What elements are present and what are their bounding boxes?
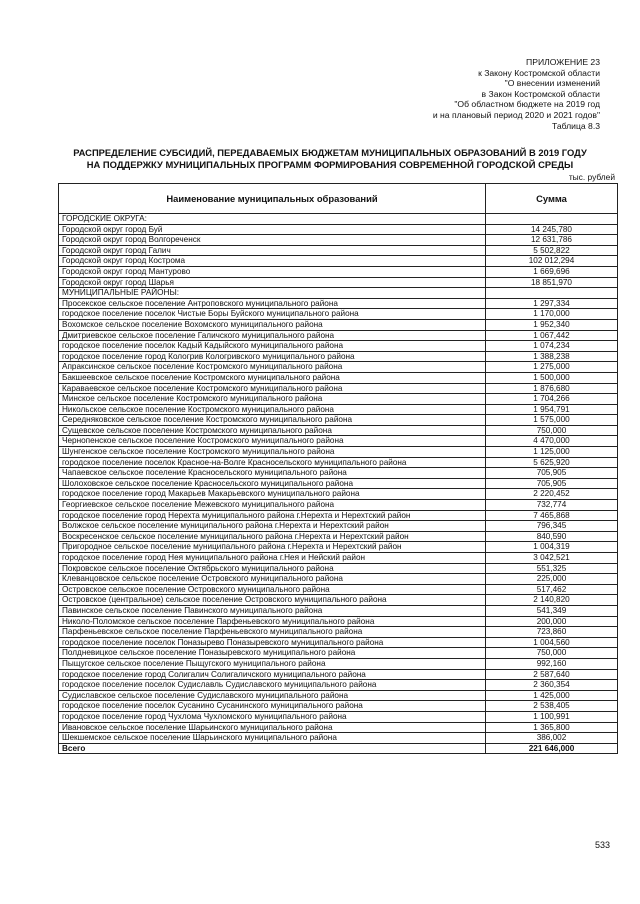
- subsidy-amount: 840,590: [486, 531, 618, 542]
- municipality-name: городское поселение город Чухлома Чухломского муниципального района: [59, 711, 486, 722]
- section-sum-cell: [486, 214, 618, 225]
- municipality-name: городское поселение поселок Сусанино Сусанинского муниципального района: [59, 701, 486, 712]
- table-row: [59, 351, 618, 362]
- municipality-name: Бакшеевское сельское поселение Костромского муниципального района: [59, 372, 486, 383]
- subsidy-amount: 796,345: [486, 521, 618, 532]
- column-header-name: Наименование муниципальных образований: [59, 184, 486, 214]
- table-row: [59, 690, 618, 701]
- table-row: [59, 711, 618, 722]
- table-row: [59, 500, 618, 511]
- municipality-name: Минское сельское поселение Костромского муниципального района: [59, 394, 486, 405]
- table-row: [59, 372, 618, 383]
- municipality-name: Шекшемское сельское поселение Шарьинского муниципального района: [59, 733, 486, 744]
- municipality-name: Шолоховское сельское поселение Красносельского муниципального района: [59, 478, 486, 489]
- table-row: [59, 584, 618, 595]
- table-row: [59, 701, 618, 712]
- table-row: [59, 298, 618, 309]
- table-header-row: [59, 184, 618, 214]
- table-row: [59, 224, 618, 235]
- section-label: ГОРОДСКИЕ ОКРУГА:: [59, 214, 486, 225]
- municipality-name: Покровское сельское поселение Октябрьского муниципального района: [59, 563, 486, 574]
- table-row: [59, 404, 618, 415]
- header-line: ПРИЛОЖЕНИЕ 23: [526, 57, 600, 67]
- subsidy-amount: 551,325: [486, 563, 618, 574]
- subsidy-table: [58, 183, 618, 754]
- subsidy-amount: 1 100,991: [486, 711, 618, 722]
- subsidy-amount: 2 220,452: [486, 489, 618, 500]
- table-row: [59, 648, 618, 659]
- table-row: [59, 563, 618, 574]
- table-row: [59, 627, 618, 638]
- table-row: [59, 733, 618, 744]
- municipality-name: городское поселение город Макарьев Макарьевского муниципального района: [59, 489, 486, 500]
- section-label: МУНИЦИПАЛЬНЫЕ РАЙОНЫ:: [59, 288, 486, 299]
- municipality-name: Караваевское сельское поселение Костромского муниципального района: [59, 383, 486, 394]
- municipality-name: Вохомское сельское поселение Вохомского муниципального района: [59, 319, 486, 330]
- document-title: [40, 147, 620, 170]
- municipality-name: Никольское сельское поселение Костромского муниципального района: [59, 404, 486, 415]
- page-number: 533: [594, 840, 610, 850]
- table-row: [59, 531, 618, 542]
- units-label: тыс. рублей: [568, 172, 615, 182]
- section-row: [59, 214, 618, 225]
- subsidy-amount: 1 297,334: [486, 298, 618, 309]
- municipality-name: городское поселение город Солигалич Солигаличского муниципального района: [59, 669, 486, 680]
- subsidy-amount: 541,349: [486, 605, 618, 616]
- subsidy-amount: 1 876,680: [486, 383, 618, 394]
- column-header-sum: Сумма: [486, 184, 618, 214]
- municipality-name: Островское (центральное) сельское поселение Островского муниципального района: [59, 595, 486, 606]
- table-row: [59, 574, 618, 585]
- table-row: [59, 309, 618, 320]
- total-value: 221 646,000: [486, 743, 618, 754]
- municipality-name: городское поселение город Кологрив Кологривского муниципального района: [59, 351, 486, 362]
- subsidy-amount: 5 502,822: [486, 245, 618, 256]
- table-row: [59, 669, 618, 680]
- municipality-name: Городской округ город Галич: [59, 245, 486, 256]
- municipality-name: Волжское сельское поселение муниципального района г.Нерехта и Нерехтский район: [59, 521, 486, 532]
- subsidy-amount: 1 125,000: [486, 447, 618, 458]
- subsidy-amount: 200,000: [486, 616, 618, 627]
- header-line: "Об областном бюджете на 2019 год: [454, 99, 600, 110]
- subsidy-amount: 1 004,319: [486, 542, 618, 553]
- municipality-name: городское поселение поселок Кадый Кадыйского муниципального района: [59, 341, 486, 352]
- subsidy-amount: 1 952,340: [486, 319, 618, 330]
- municipality-name: Островское сельское поселение Островского муниципального района: [59, 584, 486, 595]
- subsidy-amount: 750,000: [486, 648, 618, 659]
- subsidy-amount: 12 631,786: [486, 235, 618, 246]
- table-row: [59, 256, 618, 267]
- subsidy-amount: 2 587,640: [486, 669, 618, 680]
- municipality-name: Городской округ город Буй: [59, 224, 486, 235]
- municipality-name: городское поселение город Нерехта муниципального района г.Нерехта и Нерехтский район: [59, 510, 486, 521]
- municipality-name: городское поселение поселок Поназырево Поназыревского муниципального района: [59, 637, 486, 648]
- table-row: [59, 277, 618, 288]
- table-row: [59, 415, 618, 426]
- subsidy-amount: 723,860: [486, 627, 618, 638]
- subsidy-amount: 1 388,238: [486, 351, 618, 362]
- subsidy-amount: 2 140,820: [486, 595, 618, 606]
- subsidy-amount: 732,774: [486, 500, 618, 511]
- subsidy-amount: 1 669,696: [486, 266, 618, 277]
- subsidy-amount: 386,002: [486, 733, 618, 744]
- table-row: [59, 447, 618, 458]
- subsidy-amount: 750,000: [486, 425, 618, 436]
- municipality-name: Воскресенское сельское поселение муниципального района г.Нерехта и Нерехтский район: [59, 531, 486, 542]
- table-row: [59, 478, 618, 489]
- table-body: [59, 214, 618, 754]
- title-line-2: НА ПОДДЕРЖКУ МУНИЦИПАЛЬНЫХ ПРОГРАММ ФОРМИРОВАНИЯ СОВРЕМЕННОЙ ГОРОДСКОЙ СРЕДЫ: [86, 158, 574, 170]
- table-row: [59, 266, 618, 277]
- table-row: [59, 383, 618, 394]
- subsidy-amount: 1 704,266: [486, 394, 618, 405]
- table-row: [59, 510, 618, 521]
- subsidy-amount: 1 170,000: [486, 309, 618, 320]
- subsidy-amount: 5 625,920: [486, 457, 618, 468]
- table-row: [59, 341, 618, 352]
- municipality-name: Павинское сельское поселение Павинского муниципального района: [59, 605, 486, 616]
- subsidy-amount: 517,462: [486, 584, 618, 595]
- subsidy-amount: 705,905: [486, 478, 618, 489]
- table-row: [59, 553, 618, 564]
- subsidy-amount: 18 851,970: [486, 277, 618, 288]
- municipality-name: городское поселение город Нея муниципального района г.Нея и Нейский район: [59, 553, 486, 564]
- subsidy-amount: 102 012,294: [486, 256, 618, 267]
- header-line: Таблица 8.3: [551, 120, 600, 131]
- municipality-name: Городской округ город Кострома: [59, 256, 486, 267]
- subsidy-amount: 1 074,234: [486, 341, 618, 352]
- header-line: в Закон Костромской области: [481, 88, 600, 99]
- subsidy-amount: 2 360,354: [486, 680, 618, 691]
- municipality-name: Сущевское сельское поселение Костромского муниципального района: [59, 425, 486, 436]
- section-row: [59, 288, 618, 299]
- table-row: [59, 680, 618, 691]
- subsidy-amount: 1 004,560: [486, 637, 618, 648]
- table-row: [59, 245, 618, 256]
- table-row: [59, 542, 618, 553]
- subsidy-amount: 4 470,000: [486, 436, 618, 447]
- table-row: [59, 235, 618, 246]
- table-row: [59, 595, 618, 606]
- table-row: [59, 457, 618, 468]
- table-row: [59, 394, 618, 405]
- table-row: [59, 436, 618, 447]
- municipality-name: Чернопенское сельское поселение Костромского муниципального района: [59, 436, 486, 447]
- table-row: [59, 362, 618, 373]
- subsidy-amount: 992,160: [486, 658, 618, 669]
- municipality-name: Пыщугское сельское поселение Пыщугского муниципального района: [59, 658, 486, 669]
- municipality-name: Николо-Поломское сельское поселение Парфеньевского муниципального района: [59, 616, 486, 627]
- subsidy-amount: 1 954,791: [486, 404, 618, 415]
- table-row: [59, 319, 618, 330]
- section-sum-cell: [486, 288, 618, 299]
- municipality-name: Городской округ город Шарья: [59, 277, 486, 288]
- table-row: [59, 489, 618, 500]
- subsidy-amount: 225,000: [486, 574, 618, 585]
- subsidy-amount: 1 575,000: [486, 415, 618, 426]
- municipality-name: Дмитриевское сельское поселение Галичского муниципального района: [59, 330, 486, 341]
- municipality-name: Георгиевское сельское поселение Межевского муниципального района: [59, 500, 486, 511]
- table-row: [59, 521, 618, 532]
- subsidy-amount: 1 425,000: [486, 690, 618, 701]
- subsidy-amount: 1 067,442: [486, 330, 618, 341]
- subsidy-amount: 3 042,521: [486, 553, 618, 564]
- municipality-name: городское поселение поселок Судиславль Судиславского муниципального района: [59, 680, 486, 691]
- subsidy-amount: 1 275,000: [486, 362, 618, 373]
- table-row: [59, 722, 618, 733]
- subsidy-amount: 2 538,405: [486, 701, 618, 712]
- table-row: [59, 616, 618, 627]
- municipality-name: Полдневицкое сельское поселение Поназыревского муниципального района: [59, 648, 486, 659]
- municipality-name: Ивановское сельское поселение Шарьинского муниципального района: [59, 722, 486, 733]
- table-row: [59, 330, 618, 341]
- municipality-name: Городской округ город Мантурово: [59, 266, 486, 277]
- subsidy-amount: 7 465,868: [486, 510, 618, 521]
- total-label: Всего: [59, 743, 486, 754]
- municipality-name: Клеванцовское сельское поселение Островского муниципального района: [59, 574, 486, 585]
- title-line-1: РАСПРЕДЕЛЕНИЕ СУБСИДИЙ, ПЕРЕДАВАЕМЫХ БЮДЖЕТАМ МУНИЦИПАЛЬНЫХ ОБРАЗОВАНИЙ В 2019 ГОДУ: [73, 147, 587, 158]
- table-row: [59, 605, 618, 616]
- table-row: [59, 658, 618, 669]
- table-row: [59, 425, 618, 436]
- table-row: [59, 468, 618, 479]
- municipality-name: городское поселение поселок Красное-на-Волге Красносельского муниципального района: [59, 457, 486, 468]
- municipality-name: Парфеньевское сельское поселение Парфеньевского муниципального района: [59, 627, 486, 638]
- subsidy-amount: 14 245,780: [486, 224, 618, 235]
- municipality-name: Середняковское сельское поселение Костромского муниципального района: [59, 415, 486, 426]
- municipality-name: Шунгенское сельское поселение Костромского муниципального района: [59, 447, 486, 458]
- municipality-name: Пригородное сельское поселение муниципального района г.Нерехта и Нерехтский район: [59, 542, 486, 553]
- header-line: к Закону Костромской области: [478, 67, 600, 78]
- municipality-name: Просекское сельское поселение Антроповского муниципального района: [59, 298, 486, 309]
- municipality-name: Городской округ город Волгореченск: [59, 235, 486, 246]
- total-row: [59, 743, 618, 754]
- subsidy-amount: 705,905: [486, 468, 618, 479]
- municipality-name: Судиславское сельское поселение Судиславского муниципального района: [59, 690, 486, 701]
- subsidy-amount: 1 500,000: [486, 372, 618, 383]
- subsidy-amount: 1 365,800: [486, 722, 618, 733]
- municipality-name: Апраксинское сельское поселение Костромского муниципального района: [59, 362, 486, 373]
- municipality-name: Чапаевское сельское поселение Красносельского муниципального района: [59, 468, 486, 479]
- table-row: [59, 637, 618, 648]
- municipality-name: городское поселение поселок Чистые Боры Буйского муниципального района: [59, 309, 486, 320]
- appendix-header: [300, 57, 600, 131]
- header-line: и на плановый период 2020 и 2021 годов": [432, 109, 600, 120]
- header-line: "О внесении изменений: [504, 78, 600, 89]
